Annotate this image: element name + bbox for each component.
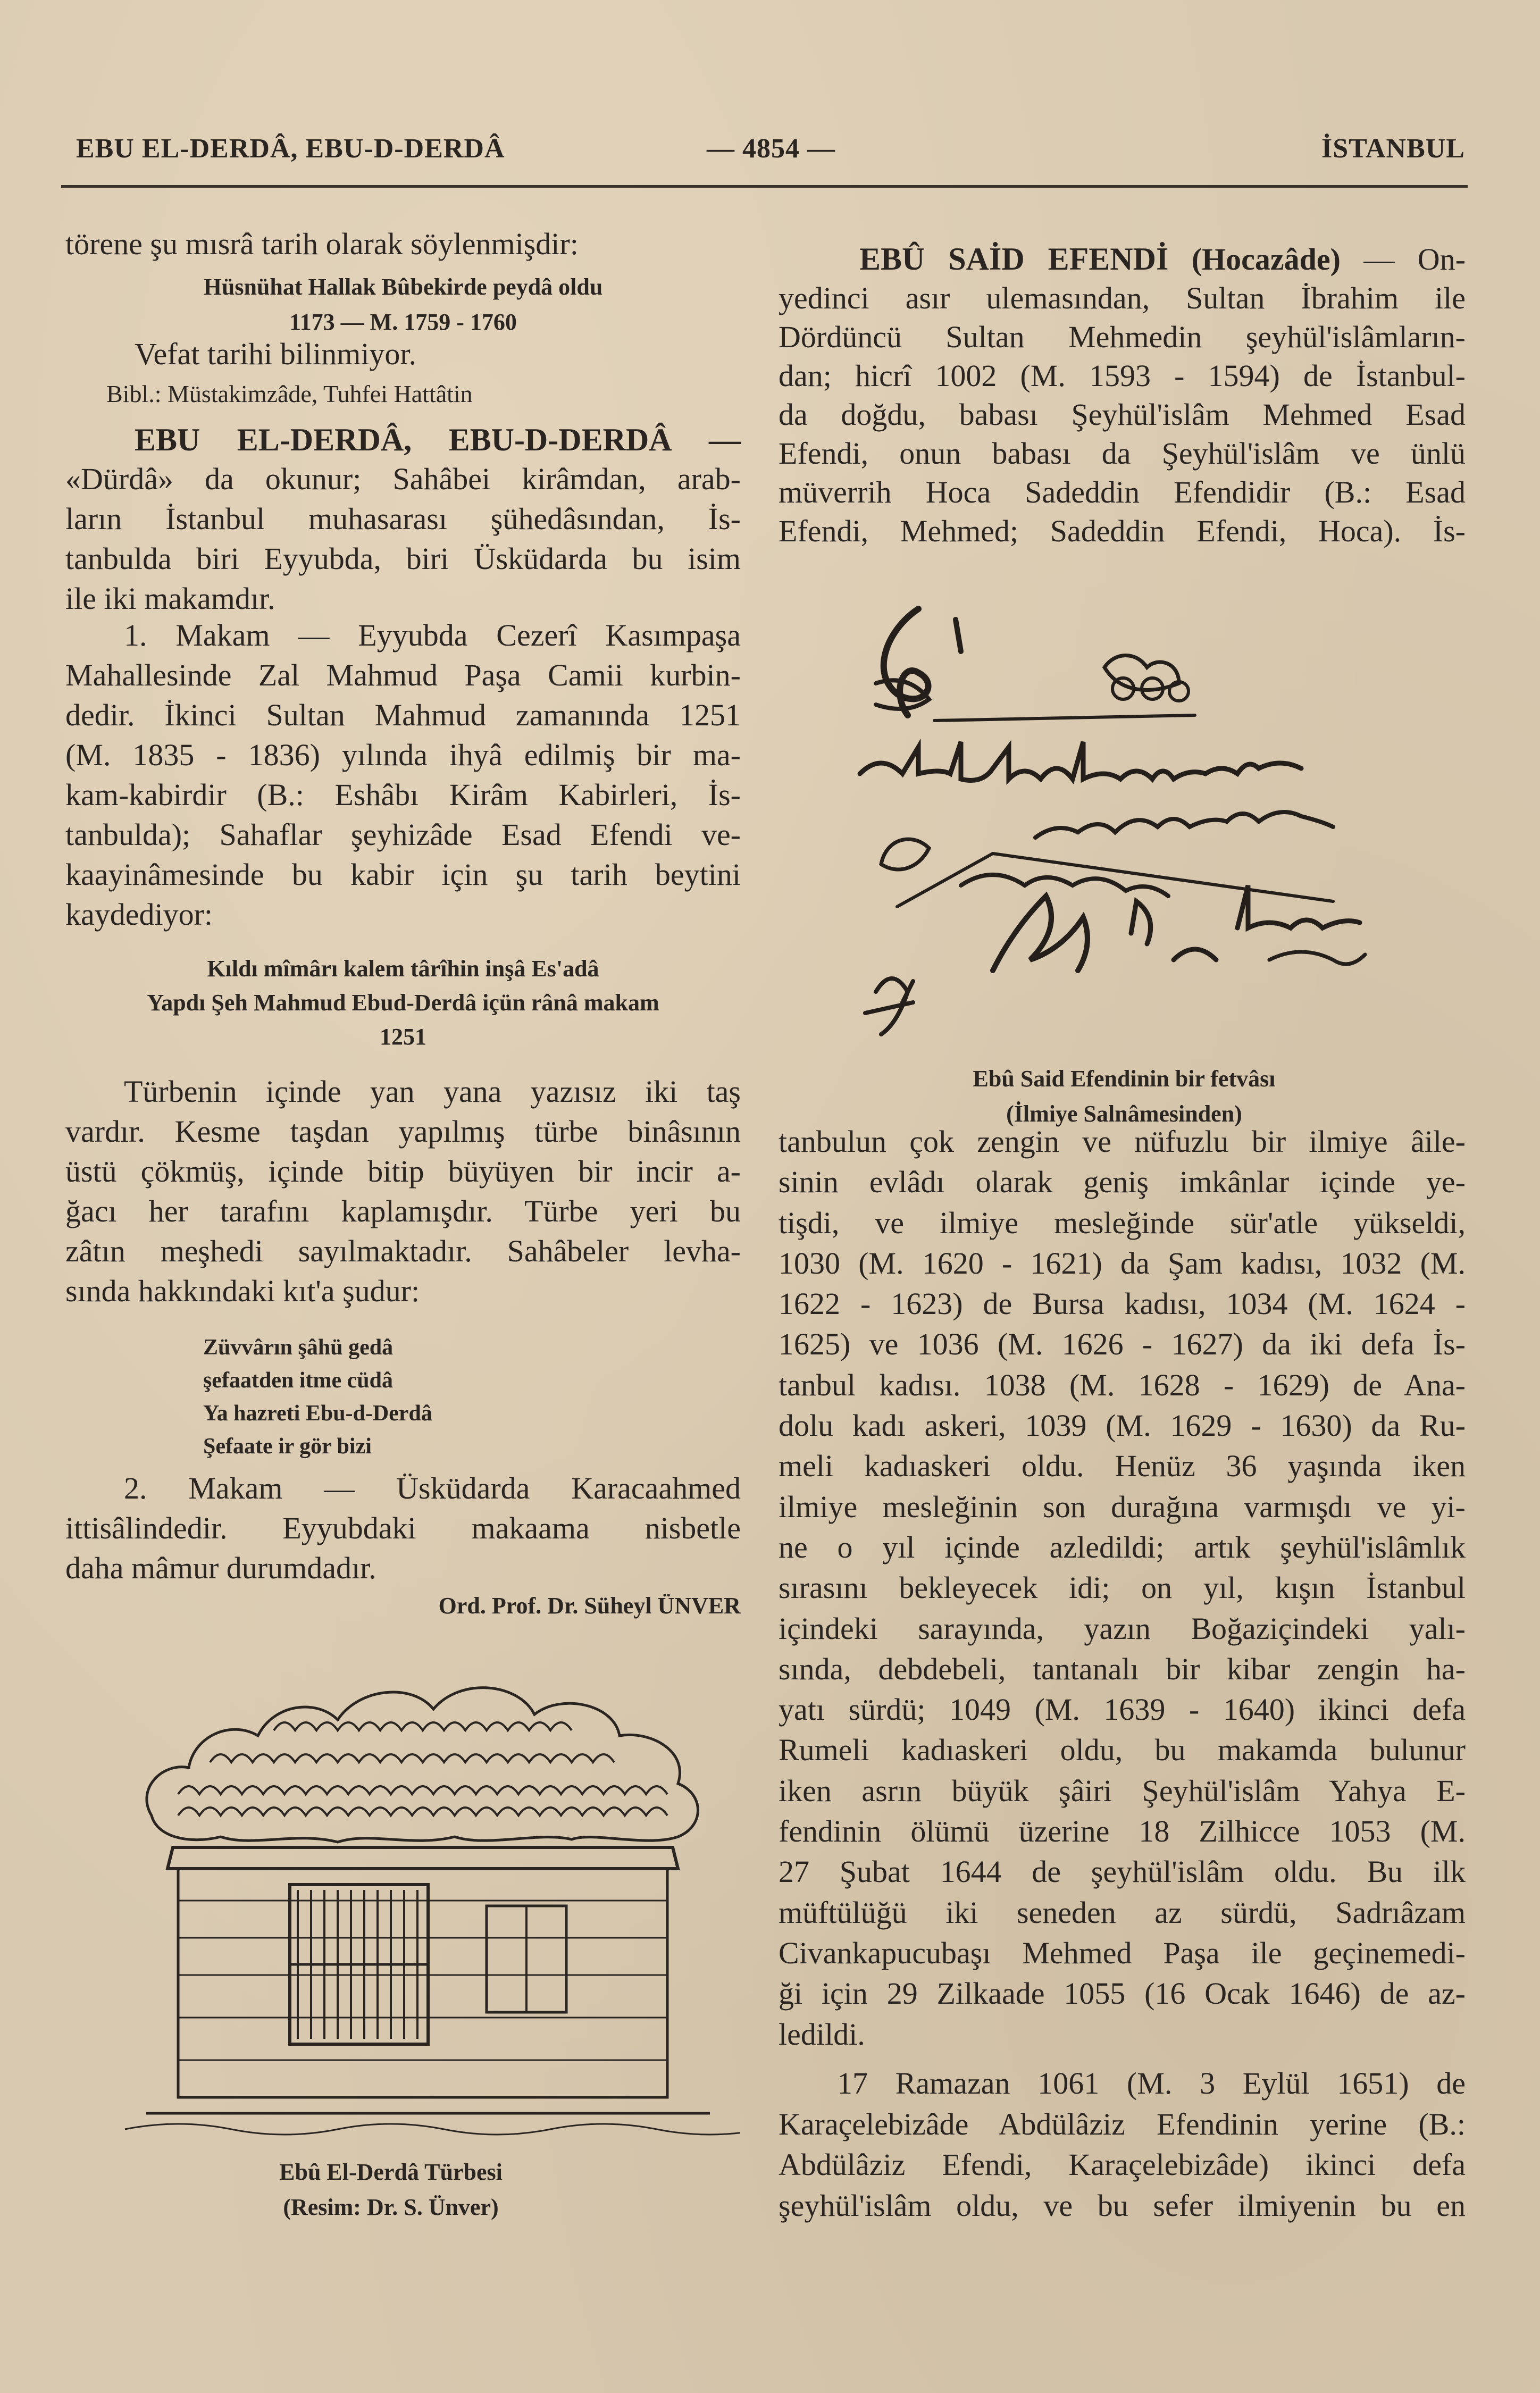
epitaph-verse (65, 270, 741, 340)
header-rule (61, 185, 1468, 188)
text-line: sırasını bekleyecek idi; on yıl, kışın İstanbul (779, 1570, 1466, 1605)
text-line: Mahallesinde Zal Mahmud Paşa Camii kurbin- (65, 658, 741, 692)
text-line: Karaçelebizâde Abdülâziz Efendinin yerine (B.: (779, 2106, 1466, 2141)
text-line: Kıldı mîmârı kalem târîhin inşâ Es'adâ (207, 956, 599, 982)
makam-2-paragraph (65, 1468, 741, 1588)
text-line: yatı sürdü; 1049 (M. 1639 - 1640) ikinci defa (779, 1692, 1466, 1727)
fetva-calligraphy (855, 588, 1389, 1053)
text-line: ittisâlindedir. Eyyubdaki makaama nisbetle (65, 1511, 741, 1545)
entry-paragraph (65, 459, 741, 618)
text-line: Hüsnühat Hallak Bûbekirde peydâ oldu (203, 274, 603, 300)
text-line: Ord. Prof. Dr. Süheyl ÜNVER (438, 1593, 741, 1619)
running-head-left: EBU EL-DERDÂ, EBU-D-DERDÂ (76, 133, 505, 164)
text-line: Dördüncü Sultan Mehmedin şeyhül'islâmların- (779, 320, 1466, 354)
text-line: Ya hazreti Ebu-d-Derdâ (203, 1401, 432, 1426)
tughra-mark (884, 609, 928, 715)
text-line: şefaatden itme cüdâ (203, 1368, 393, 1393)
text-line: dan; hicrî 1002 (M. 1593 - 1594) de İstanbul- (779, 358, 1466, 393)
text-line: kaayinâmesinde bu kabir için şu tarih beytini (65, 857, 741, 892)
ebu-said-entry (779, 240, 1466, 550)
fig-tree-canopy (147, 1688, 698, 1842)
text-line: içindeki sarayında, yazın Boğaziçindeki yalı- (779, 1611, 1466, 1646)
text-line: Ebû Said Efendinin bir fetvâsı (973, 1066, 1276, 1092)
turbe-illustration (114, 1656, 740, 2144)
running-head-right: İSTANBUL (1321, 133, 1465, 164)
turbe-building (125, 1847, 740, 2135)
text-line: tanbulun çok zengin ve nüfuzlu bir ilmiye âile- (779, 1124, 1466, 1159)
text-line: da doğdu, babası Şeyhül'islâm Mehmed Esad (779, 397, 1466, 432)
text-line: Yapdı Şeh Mahmud Ebud-Derdâ içün rânâ makam (147, 990, 659, 1016)
text-line: Bibl.: Müstakimzâde, Tuhfei Hattâtin (106, 380, 473, 407)
turbe-paragraph (65, 1072, 741, 1311)
text-line: 27 Şubat 1644 de şeyhül'islâm oldu. Bu ilk (779, 1854, 1466, 1889)
text-line: EBU EL-DERDÂ, EBU-D-DERDÂ — (135, 422, 741, 457)
text-line: 1251 (380, 1024, 426, 1050)
entry-intro-lines (779, 279, 1466, 550)
text-line: Rumeli kadıaskeri oldu, bu makamda bulunur (779, 1733, 1466, 1768)
text-line: dedir. İkinci Sultan Mahmud zamanında 1251 (65, 698, 741, 732)
text-line: (İlmiye Salnâmesinden) (1006, 1101, 1242, 1127)
text-line: yedinci asır ulemasından, Sultan İbrahim ile (779, 281, 1466, 315)
makam-1-paragraph (65, 615, 741, 934)
text-line: kam-kabirdir (B.: Eshâbı Kirâm Kabirleri, İs- (65, 777, 741, 812)
text-line: tanbulda); Sahaflar şeyhizâde Esad Efendi ve- (65, 817, 741, 852)
text-line: Efendi, Mehmed; Sadeddin Efendi, Hoca). İs- (779, 514, 1466, 548)
text-line: törene şu mısrâ tarih olarak söylenmişdir: (65, 227, 579, 261)
text-line: müverrih Hoca Sadeddin Efendidir (B.: Esad (779, 475, 1466, 509)
text-line: sında, debdebeli, tantanalı bir kibar zengin ha- (779, 1651, 1466, 1686)
page-number: — 4854 — (707, 133, 835, 164)
text-line: Efendi, onun babası da Şeyhül'islâm ve ünlü (779, 436, 1466, 471)
text-line: ği için 29 Zilkaade 1055 (16 Ocak 1646) de az- (779, 1976, 1466, 2011)
text-line: 1622 - 1623) de Bursa kadısı, 1034 (M. 1624 - (779, 1286, 1466, 1321)
text-line: meli kadıaskeri oldu. Henüz 36 yaşında iken (779, 1449, 1466, 1484)
text-line: dolu kadı askeri, 1039 (M. 1629 - 1630) da Ru- (779, 1408, 1466, 1443)
text-line: ile iki makamdır. (65, 581, 275, 616)
text-line: Abdülâziz Efendi, Karaçelebizâde) ikinci defa (779, 2147, 1466, 2182)
text-line: zâtın meşhedi sayılmaktadır. Sahâbeler levha- (65, 1234, 741, 1268)
text-line: fendinin ölümü üzerine 18 Zilhicce 1053 (M. (779, 1814, 1466, 1849)
entry-heading-continuation: — On- (1363, 242, 1466, 277)
text-line: (M. 1835 - 1836) yılında ihyâ edilmiş bir ma- (65, 738, 741, 772)
text-line: kaydediyor: (65, 897, 213, 932)
text-line: iken asrın büyük şâiri Şeyhül'islâm Yahya E- (779, 1773, 1466, 1808)
text-line: müftülüğü iki seneden az sürdü, Sadrıâzam (779, 1895, 1466, 1930)
text-line: «Dürdâ» da okunur; Sahâbei kirâmdan, arab- (65, 462, 741, 496)
inscription-verse (65, 952, 741, 1054)
death-note (135, 334, 741, 374)
text-line: sında hakkındaki kıt'a şudur: (65, 1274, 420, 1308)
text-line: 1173 — M. 1759 - 1760 (289, 309, 517, 335)
text-line: Ebû El-Derdâ Türbesi (279, 2159, 503, 2185)
entry-heading (135, 420, 741, 460)
text-line: 2. Makam — Üsküdarda Karacaahmed (124, 1471, 741, 1505)
text-line: 1625) ve 1036 (M. 1626 - 1627) da iki defa İs- (779, 1327, 1466, 1362)
entry-heading-line (779, 240, 1466, 279)
text-line: Civankapucubaşı Mehmed Paşa ile geçinemedi- (779, 1935, 1466, 1970)
text-line: 1030 (M. 1620 - 1621) da Şam kadısı, 1032 (M. (779, 1245, 1466, 1281)
entry-heading-name: EBÛ SAİD EFENDİ (859, 241, 1169, 277)
turbe-caption (213, 2155, 569, 2225)
text-line: (Resim: Dr. S. Ünver) (283, 2194, 499, 2220)
text-line: Züvvârın şâhü gedâ (203, 1335, 394, 1360)
text-line: tanbul kadısı. 1038 (M. 1628 - 1629) de Ana- (779, 1367, 1466, 1402)
text-line: daha mâmur durumdadır. (65, 1551, 376, 1585)
text-line: Vefat tarihi bilinmiyor. (135, 337, 416, 371)
intro-paragraph (65, 224, 741, 264)
text-line: Türbenin içinde yan yana yazısız iki taş (124, 1074, 741, 1109)
text-line: ne o yıl içinde azledildi; artık şeyhül'islâmlık (779, 1529, 1466, 1564)
bibliography (106, 376, 739, 412)
text-line: 1. Makam — Eyyubda Cezerî Kasımpaşa (124, 618, 741, 652)
text-line: 17 Ramazan 1061 (M. 3 Eylül 1651) de (837, 2066, 1466, 2101)
kita-verse (203, 1331, 682, 1463)
text-line: ğacı her tarafını kaplamışdır. Türbe yeri bu (65, 1194, 741, 1228)
text-line: şeyhül'islâm oldu, ve bu sefer ilmiyenin bu en (779, 2188, 1466, 2223)
ebu-said-body (779, 1122, 1466, 2055)
text-line: tanbulda biri Eyyubda, biri Üsküdarda bu isim (65, 541, 741, 576)
text-line: sinin evlâdı olarak geniş imkânlar içinde ye- (779, 1165, 1466, 1200)
text-line: vardır. Kesme taşdan yapılmış türbe binâsının (65, 1114, 741, 1149)
entry-heading-alias: (Hocazâde) (1191, 242, 1341, 277)
author-signature (65, 1590, 741, 1622)
text-line: tişdi, ve ilmiye mesleğinde sür'atle yükseldi, (779, 1205, 1466, 1240)
text-line: üstü çökmüş, içinde bitip büyüyen bir incir a- (65, 1154, 741, 1189)
text-line: Şefaate ir gör bizi (203, 1434, 372, 1459)
ebu-said-second-paragraph (779, 2063, 1466, 2226)
text-line: ların İstanbul muhasarası şühedâsından, İs- (65, 501, 741, 536)
text-line: ledildi. (779, 2017, 865, 2052)
text-line: ilmiye mesleğinin son durağına varmışdı ve yi- (779, 1489, 1466, 1524)
